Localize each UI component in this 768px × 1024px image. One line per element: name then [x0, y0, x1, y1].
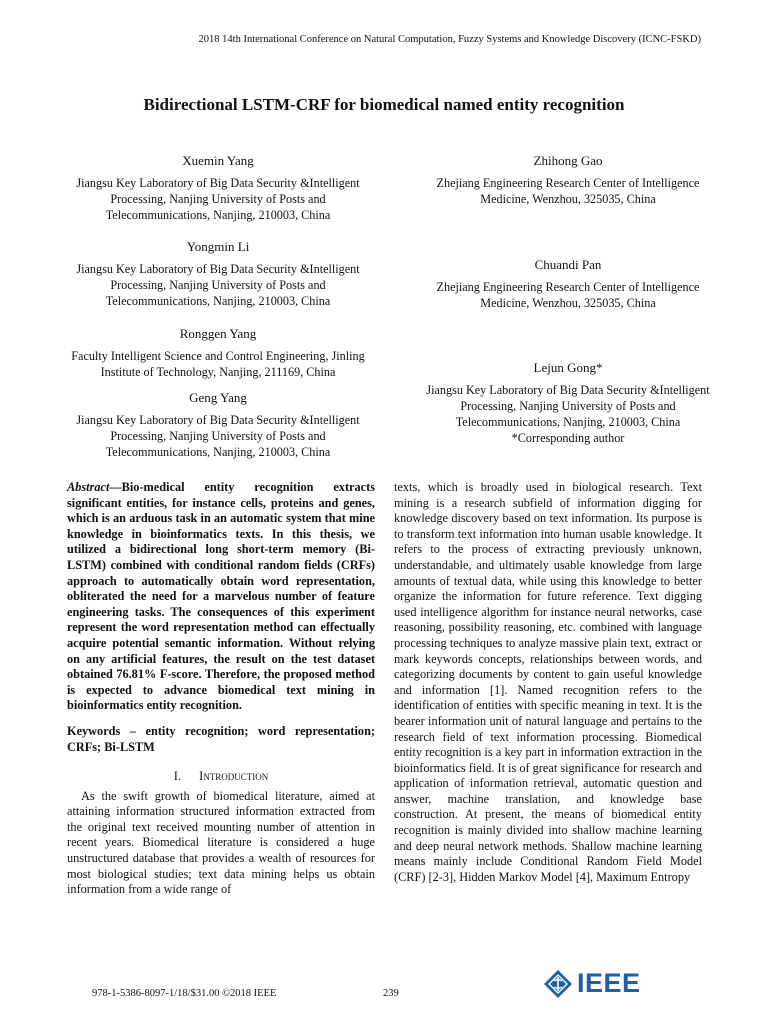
abstract-label: Abstract — [67, 480, 110, 494]
author-name: Chuandi Pan — [534, 257, 602, 272]
right-column — [394, 480, 702, 885]
author-name: Geng Yang — [189, 390, 247, 405]
author-name: Ronggen Yang — [179, 326, 257, 341]
affiliation-line: Telecommunications, Nanjing, 210003, China — [105, 208, 331, 222]
author-block — [40, 153, 396, 223]
body-paragraph: texts, which is broadly used in biological research. Text mining is a research subfield of information digging for knowledge discovery based on text information. Its purpose is to transform text information into human usable knowledge. It refers to the process of extracting previously unknown, understandable, and ultimately usable knowledge from large amounts of textual data, while using this knowledge to better organize the information for future reference. Text digging used intelligence algorithm for instance neural networks, case reasoning, possibility reasoning, etc. combined with language processing techniques to analyze massive plain text, extract or mark keywords concepts, relationships between words, and categorizing documents by content to gain useful knowledge and information [1]. Named recognition refers to the identification of entities with specific meaning in text. It is the bearer information unit of natural language and pertains to the research field of text information processing. Biomedical entity recognition is a key part in information extraction in the bioinformatics field. It is of great significance for research and application of information retrieval, automatic question and answer, machine translation, and knowledge base construction. At present, the means of biomedical entity recognition is mainly divided into shallow machine learning and deep neural network methods. Shallow machine learning means mainly include Conditional Random Field Model (CRF) [2-3], Hidden Markov Model [4], Maximum Entropy — [394, 480, 702, 884]
affiliation-line: Jiangsu Key Laboratory of Big Data Security &Intelligent — [76, 413, 360, 427]
affiliation-line: Processing, Nanjing University of Posts and — [460, 399, 676, 413]
affiliation-line: Telecommunications, Nanjing, 210003, China — [455, 415, 681, 429]
page-number: 239 — [383, 988, 399, 999]
affiliation-line: Telecommunications, Nanjing, 210003, China — [105, 294, 331, 308]
abstract-text: Bio-medical entity recognition extracts significant entities, for instance cells, proteins and genes, which is an arduous task in an automatic system that mine knowledge in bioinformatics texts. In this thesis, we utilized a bidirectional long short-term memory (Bi-LSTM) combined with conditional random fields (CRFs) approach to automatically obtain word representation, obliterated the need for a marvelous number of feature engineering tasks. The consequences of this experiment represent the word representation method can effectually acquire potential semantic information. Without relying on any artificial features, the result on the test dataset obtained 76.81% F-score. Therefore, the proposed method is expected to advance biomedical text mining in bioinformatics entity recognition. — [67, 480, 375, 713]
isbn-copyright: 978-1-5386-8097-1/18/$31.00 ©2018 IEEE — [92, 988, 277, 999]
affiliation-line: Jiangsu Key Laboratory of Big Data Security &Intelligent — [76, 176, 360, 190]
keywords: Keywords – entity recognition; word representation; CRFs; Bi-LSTM — [67, 723, 375, 754]
affiliation-line: Medicine, Wenzhou, 325035, China — [480, 192, 656, 206]
ieee-diamond-icon — [543, 969, 573, 999]
affiliation-line: Jiangsu Key Laboratory of Big Data Security &Intelligent — [426, 383, 710, 397]
author-block — [390, 360, 746, 446]
ieee-wordmark: IEEE — [577, 968, 641, 998]
affiliation-line: Zhejiang Engineering Research Center of Intelligence — [436, 176, 700, 190]
affiliation-line: Institute of Technology, Nanjing, 211169, China — [100, 365, 336, 379]
affiliation-line: Zhejiang Engineering Research Center of Intelligence — [436, 280, 700, 294]
affiliation-line: Processing, Nanjing University of Posts and — [110, 192, 326, 206]
author-name: Zhihong Gao — [533, 153, 603, 168]
paper-title: Bidirectional LSTM-CRF for biomedical named entity recognition — [143, 95, 625, 114]
abstract-dash: — — [109, 480, 122, 494]
author-name: Xuemin Yang — [182, 153, 254, 168]
corresponding-author-note: *Corresponding author — [511, 431, 625, 445]
affiliation-line: Medicine, Wenzhou, 325035, China — [480, 296, 656, 310]
author-block — [40, 390, 396, 460]
affiliation-line: Faculty Intelligent Science and Control Engineering, Jinling — [71, 349, 365, 363]
section-heading — [67, 769, 375, 785]
author-name: Yongmin Li — [186, 239, 250, 254]
author-name: Lejun Gong* — [533, 360, 603, 375]
affiliation-line: Processing, Nanjing University of Posts and — [110, 278, 326, 292]
intro-paragraph: As the swift growth of biomedical literature, aimed at attaining information structured information extracted from the original text received mounting number of attention in recent years. Biomedical literature is considered a huge unstructured database that provides a wealth of resources for most biological studies; text data mining helps us obtain information from a wide range of — [67, 788, 375, 897]
ieee-logo — [543, 968, 641, 999]
section-number: I. — [173, 769, 182, 784]
left-column — [67, 480, 375, 898]
author-block — [40, 326, 396, 380]
author-block — [390, 257, 746, 311]
section-title: Introduction — [199, 769, 269, 784]
author-block — [390, 153, 746, 207]
affiliation-line: Processing, Nanjing University of Posts and — [110, 429, 326, 443]
conference-header: 2018 14th International Conference on Natural Computation, Fuzzy Systems and Knowledge Discovery (ICNC-FSKD) — [198, 34, 701, 45]
author-block — [40, 239, 396, 309]
affiliation-line: Telecommunications, Nanjing, 210003, China — [105, 445, 331, 459]
abstract — [67, 480, 375, 714]
affiliation-line: Jiangsu Key Laboratory of Big Data Security &Intelligent — [76, 262, 360, 276]
